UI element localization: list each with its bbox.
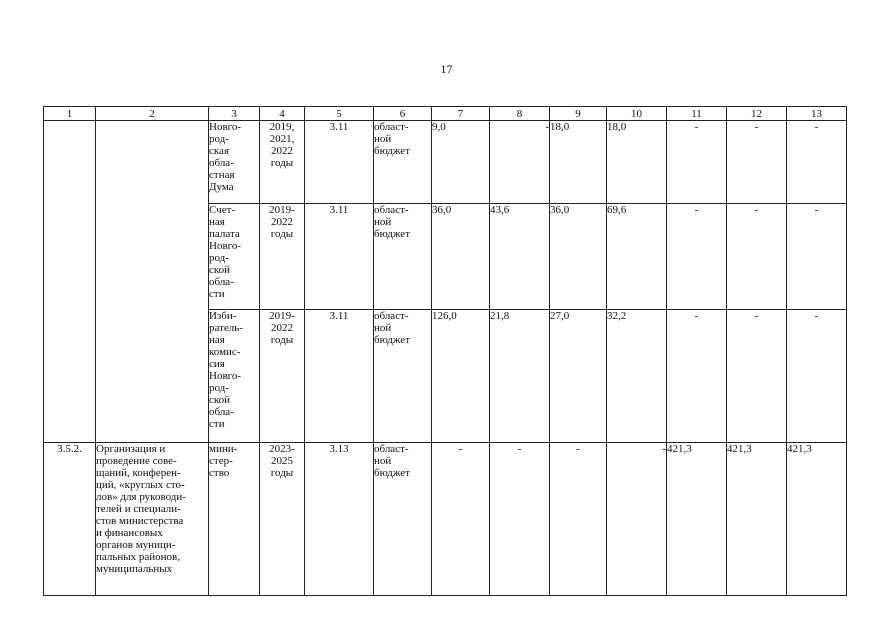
column-header-9: 9	[550, 107, 607, 121]
indicator-cell: 3.11	[305, 121, 374, 204]
value-cell-12: 421,3	[727, 443, 787, 596]
column-header-12: 12	[727, 107, 787, 121]
table-row	[44, 121, 847, 204]
source-cell: област- ной бюджет	[374, 204, 432, 310]
value-cell-10: -	[607, 443, 667, 596]
indicator-cell: 3.13	[305, 443, 374, 596]
years-cell: 2023- 2025 годы	[260, 443, 305, 596]
value-cell-8: -	[490, 443, 550, 596]
years-cell: 2019- 2022 годы	[260, 204, 305, 310]
item-name-cell: Организация и проведение сове- щаний, конферен- ций, «круглых сто- лов» для руководи- телей и специали- стов министерства и финансовых органов муници- пальных районов, муниципальных	[96, 443, 209, 596]
value-cell-8: -	[490, 121, 550, 204]
executor-cell: Счет- ная палата Новго- род- ской обла- сти	[209, 204, 260, 310]
years-cell: 2019, 2021, 2022 годы	[260, 121, 305, 204]
table-row	[44, 443, 847, 596]
executor-cell: Изби- ратель- ная комис- сия Новго- род- ской обла- сти	[209, 310, 260, 443]
source-cell: област- ной бюджет	[374, 443, 432, 596]
value-cell-11: 421,3	[667, 443, 727, 596]
value-cell-12: -	[727, 121, 787, 204]
page-number: 17	[440, 62, 453, 76]
value-cell-7: -	[432, 443, 490, 596]
indicator-cell: 3.11	[305, 204, 374, 310]
column-header-10: 10	[607, 107, 667, 121]
column-header-5: 5	[305, 107, 374, 121]
column-header-7: 7	[432, 107, 490, 121]
value-cell-11: -	[667, 204, 727, 310]
value-cell-10: 69,6	[607, 204, 667, 310]
value-cell-8: 21,8	[490, 310, 550, 443]
value-cell-13: -	[787, 121, 847, 204]
column-header-6: 6	[374, 107, 432, 121]
column-header-2: 2	[96, 107, 209, 121]
value-cell-9: 18,0	[550, 121, 607, 204]
item-name-cell	[96, 121, 209, 443]
item-number-cell: 3.5.2.	[44, 443, 96, 596]
column-header-8: 8	[490, 107, 550, 121]
budget-table	[43, 106, 847, 596]
value-cell-7: 9,0	[432, 121, 490, 204]
value-cell-9: 36,0	[550, 204, 607, 310]
value-cell-10: 18,0	[607, 121, 667, 204]
column-header-3: 3	[209, 107, 260, 121]
column-header-1: 1	[44, 107, 96, 121]
indicator-cell: 3.11	[305, 310, 374, 443]
value-cell-12: -	[727, 204, 787, 310]
value-cell-7: 36,0	[432, 204, 490, 310]
item-number-cell	[44, 121, 96, 443]
value-cell-11: -	[667, 121, 727, 204]
value-cell-9: 27,0	[550, 310, 607, 443]
years-cell: 2019- 2022 годы	[260, 310, 305, 443]
source-cell: област- ной бюджет	[374, 121, 432, 204]
value-cell-11: -	[667, 310, 727, 443]
executor-cell: мини- стер- ство	[209, 443, 260, 596]
value-cell-12: -	[727, 310, 787, 443]
column-header-4: 4	[260, 107, 305, 121]
column-header-13: 13	[787, 107, 847, 121]
value-cell-10: 32,2	[607, 310, 667, 443]
executor-cell: Новго- род- ская обла- стная Дума	[209, 121, 260, 204]
source-cell: област- ной бюджет	[374, 310, 432, 443]
value-cell-13: 421,3	[787, 443, 847, 596]
value-cell-13: -	[787, 310, 847, 443]
value-cell-13: -	[787, 204, 847, 310]
value-cell-7: 126,0	[432, 310, 490, 443]
header-row	[44, 107, 847, 121]
value-cell-8: 43,6	[490, 204, 550, 310]
column-header-11: 11	[667, 107, 727, 121]
value-cell-9: -	[550, 443, 607, 596]
